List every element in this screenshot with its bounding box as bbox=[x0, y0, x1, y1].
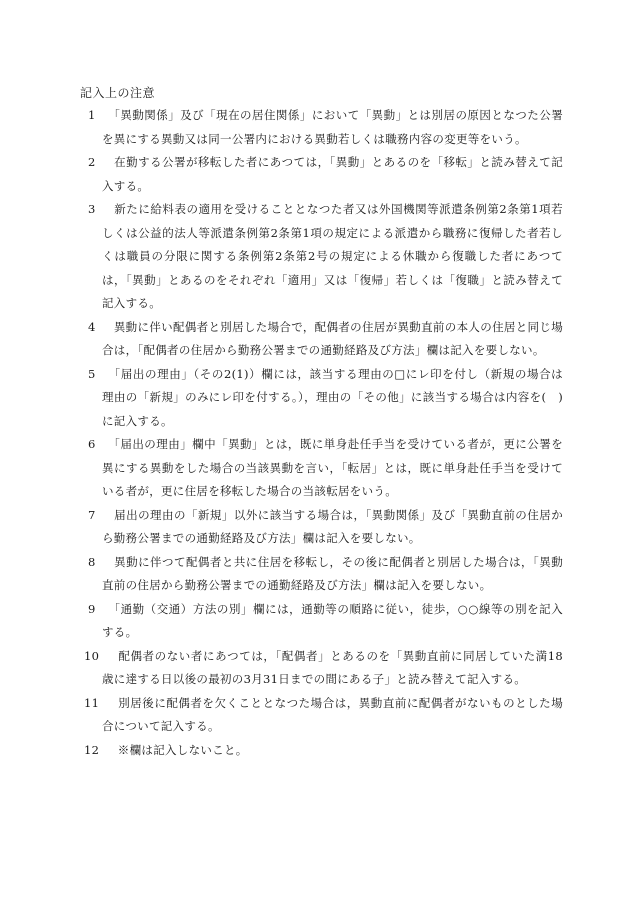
note-text: 異動に伴い配偶者と別居した場合で，配偶者の住居が異動直前の本人の住居と同じ場合は，「配偶者の住居から勤務公署までの通勤経路及び方法」欄は記入を要しない。 bbox=[102, 319, 563, 357]
note-number: 10 bbox=[84, 648, 100, 663]
note-number: 4 bbox=[88, 319, 96, 334]
note-item bbox=[88, 151, 563, 198]
note-number: 6 bbox=[88, 437, 96, 451]
note-text: 「届出の理由」（その2(1)）欄には，該当する理由の□にレ印を付し（新規の場合は理由の「新規」のみにレ印を付する。），理由の「その他」に該当する場合は内容を( )に記入する。 bbox=[102, 366, 563, 428]
note-text: 「届出の理由」欄中「異動」とは，既に単身赴任手当を受けている者が，更に公署を異にする異動をした場合の当該異動を言い，「転居」とは，既に単身赴任手当を受けている者が，更に住居を移転した場合の当該転居をいう。 bbox=[102, 437, 563, 498]
note-item bbox=[84, 645, 563, 692]
note-item bbox=[88, 598, 563, 645]
note-number: 7 bbox=[88, 507, 96, 522]
note-number: 2 bbox=[88, 155, 96, 169]
note-item bbox=[88, 104, 563, 151]
note-number: 3 bbox=[88, 202, 96, 216]
note-text: 在勤する公署が移転した者にあつては，「異動」とあるのを「移転」と読み替えて記入する。 bbox=[102, 155, 563, 193]
notes-heading: 記入上の注意 bbox=[80, 86, 156, 100]
note-item bbox=[88, 363, 563, 434]
note-text: 「異動関係」及び「現在の居住関係」において「異動」とは別居の原因となつた公署を異にする異動又は同一公署内における異動若しくは職務内容の変更等をいう。 bbox=[102, 108, 563, 146]
note-item bbox=[84, 739, 563, 763]
note-number: 5 bbox=[88, 366, 96, 381]
notes-list bbox=[84, 104, 563, 762]
note-item bbox=[88, 504, 563, 551]
note-text: ※欄は記入しないこと。 bbox=[106, 742, 248, 757]
note-number: 8 bbox=[88, 554, 96, 569]
note-item bbox=[84, 692, 563, 739]
note-number: 12 bbox=[84, 742, 100, 757]
note-number: 9 bbox=[88, 601, 96, 616]
note-text: 配偶者のない者にあつては，「配偶者」とあるのを「異動直前に同居していた満18歳に達する日以後の最初の3月31日までの間にある子」と読み替えて記入する。 bbox=[102, 648, 563, 686]
note-item bbox=[88, 198, 563, 316]
note-text: 異動に伴つて配偶者と共に住居を移転し，その後に配偶者と別居した場合は，「異動直前の住居から勤務公署までの通勤経路及び方法」欄は記入を要しない。 bbox=[102, 554, 563, 592]
note-item bbox=[88, 551, 563, 598]
note-text: 「通勤（交通）方法の別」欄には，通勤等の順路に従い，徒歩，○○線等の別を記入する。 bbox=[102, 601, 563, 639]
note-item bbox=[88, 316, 563, 363]
note-text: 別居後に配偶者を欠くこととなつた場合は，異動直前に配偶者がないものとした場合について記入する。 bbox=[102, 695, 563, 733]
note-text: 届出の理由の「新規」以外に該当する場合は，「異動関係」及び「異動直前の住居から勤務公署までの通勤経路及び方法」欄は記入を要しない。 bbox=[102, 507, 563, 545]
note-item bbox=[88, 433, 563, 504]
note-number: 11 bbox=[84, 695, 100, 710]
note-number: 1 bbox=[88, 108, 96, 122]
note-text: 新たに給料表の適用を受けることとなつた者又は外国機関等派遣条例第2条第1項若しくは公益的法人等派遣条例第2条第1項の規定による派遣から職務に復帰した者若しくは職員の分限に関する条例第2条第2号の規定による休職から復職した者にあつては，「異動」とあるのをそれぞれ「適用」又は「復帰」若しくは「復職」と読み替えて記入する。 bbox=[102, 202, 563, 310]
